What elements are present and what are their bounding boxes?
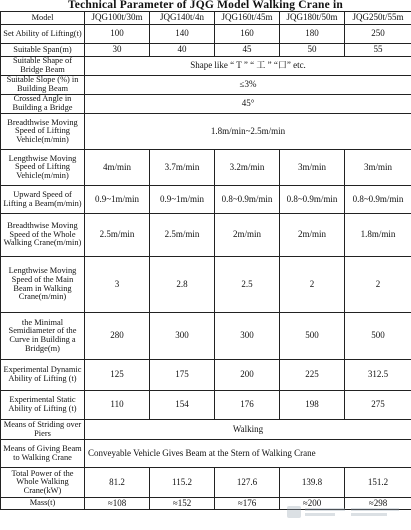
- merged-value-cell: 1.8m/min~2.5m/min: [85, 114, 411, 150]
- row-label: the Minimal Semidiameter of the Curve in Building a Bridge(m): [1, 313, 85, 360]
- row-label: Means of Giving Beam to Walking Crane: [1, 440, 85, 468]
- value-cell: 139.8: [280, 468, 345, 498]
- value-cell: 0.8~0.9m/min: [280, 186, 345, 214]
- value-cell: ≈200: [280, 498, 345, 510]
- model-header-cell: JQG160t/45m: [215, 12, 280, 25]
- value-cell: 40: [150, 44, 215, 57]
- value-cell: 1.8m/min: [345, 214, 411, 257]
- row-label: Suitable Shape of Bridge Beam: [1, 57, 85, 76]
- value-cell: 500: [280, 313, 345, 360]
- row-label: Total Power of the Whole Walking Crane(kW): [1, 468, 85, 498]
- table-row: [1, 76, 411, 95]
- value-cell: 2.5m/min: [85, 214, 150, 257]
- value-cell: 3: [85, 257, 150, 313]
- merged-value-cell: Shape like “ T ” “ 工 ” “口” etc.: [85, 57, 411, 76]
- value-cell: 198: [280, 391, 345, 420]
- value-cell: 175: [150, 360, 215, 391]
- table-row: [1, 360, 411, 391]
- value-cell: ≈176: [215, 498, 280, 510]
- merged-value-cell: Conveyable Vehicle Gives Beam at the Stern of Walking Crane: [85, 440, 411, 468]
- value-cell: 180: [280, 25, 345, 44]
- value-cell: 2.8: [150, 257, 215, 313]
- value-cell: 200: [215, 360, 280, 391]
- value-cell: 2m/min: [280, 214, 345, 257]
- value-cell: 50: [280, 44, 345, 57]
- model-header-cell: JQG100t/30m: [85, 12, 150, 25]
- row-label: Set Ability of Lifting(t): [1, 25, 85, 44]
- value-cell: 0.8~0.9m/min: [345, 186, 411, 214]
- value-cell: 0.8~0.9m/min: [215, 186, 280, 214]
- row-label: Experimental Dynamic Ability of Lifting (t): [1, 360, 85, 391]
- value-cell: 250: [345, 25, 411, 44]
- row-label: Upward Speed of Lifting a Beam(m/min): [1, 186, 85, 214]
- value-cell: 312.5: [345, 360, 411, 391]
- value-cell: ≈152: [150, 498, 215, 510]
- value-cell: 3.2m/min: [215, 150, 280, 186]
- row-label: Breadthwise Moving Speed of the Whole Walking Crane(m/min): [1, 214, 85, 257]
- value-cell: 280: [85, 313, 150, 360]
- value-cell: 100: [85, 25, 150, 44]
- value-cell: 500: [345, 313, 411, 360]
- table-row: [1, 391, 411, 420]
- row-label: Experimental Static Ability of Lifting (t): [1, 391, 85, 420]
- value-cell: 81.2: [85, 468, 150, 498]
- value-cell: 0.9~1m/min: [150, 186, 215, 214]
- parameter-table: [0, 11, 411, 510]
- merged-value-cell: ≤3%: [85, 76, 411, 95]
- value-cell: 55: [345, 44, 411, 57]
- row-label: Suitable Slope (%) in Building Beam: [1, 76, 85, 95]
- table-row: [1, 257, 411, 313]
- row-label: Means of Striding over Piers: [1, 420, 85, 440]
- value-cell: 2.5: [215, 257, 280, 313]
- table-row: [1, 114, 411, 150]
- merged-value-cell: 45°: [85, 95, 411, 114]
- value-cell: 300: [215, 313, 280, 360]
- model-header-cell: JQG140t/4n: [150, 12, 215, 25]
- table-row: [1, 313, 411, 360]
- value-cell: 225: [280, 360, 345, 391]
- value-cell: 140: [150, 25, 215, 44]
- table-row: [1, 25, 411, 44]
- row-label: Mass(t): [1, 498, 85, 510]
- value-cell: 151.2: [345, 468, 411, 498]
- model-header-cell: JQG180t/50m: [280, 12, 345, 25]
- value-cell: 3.7m/min: [150, 150, 215, 186]
- table-row: [1, 440, 411, 468]
- value-cell: ≈108: [85, 498, 150, 510]
- row-label: Lengthwise Moving Speed of Lifting Vehicle(m/min): [1, 150, 85, 186]
- value-cell: 2m/min: [215, 214, 280, 257]
- value-cell: 176: [215, 391, 280, 420]
- value-cell: 154: [150, 391, 215, 420]
- value-cell: 2: [280, 257, 345, 313]
- value-cell: ≈298: [345, 498, 411, 510]
- row-label: Crossed Angle in Building a Bridge: [1, 95, 85, 114]
- value-cell: 2: [345, 257, 411, 313]
- value-cell: 110: [85, 391, 150, 420]
- model-header-cell: JQG250t/55m: [345, 12, 411, 25]
- header-model-label: Model: [1, 12, 85, 25]
- value-cell: 160: [215, 25, 280, 44]
- value-cell: 45: [215, 44, 280, 57]
- value-cell: 275: [345, 391, 411, 420]
- value-cell: 3m/min: [280, 150, 345, 186]
- row-label: Breadthwise Moving Speed of Lifting Vehicle(m/min): [1, 114, 85, 150]
- merged-value-cell: Walking: [85, 420, 411, 440]
- table-row: [1, 44, 411, 57]
- watermark-logo: [285, 502, 405, 522]
- table-header-row: [1, 12, 411, 25]
- value-cell: 2.5m/min: [150, 214, 215, 257]
- value-cell: 115.2: [150, 468, 215, 498]
- value-cell: 125: [85, 360, 150, 391]
- row-label: Suitable Span(m): [1, 44, 85, 57]
- value-cell: 127.6: [215, 468, 280, 498]
- page-title: Technical Parameter of JQG Model Walking Crane in: [67, 0, 344, 11]
- table-row: [1, 420, 411, 440]
- value-cell: 0.9~1m/min: [85, 186, 150, 214]
- value-cell: 4m/min: [85, 150, 150, 186]
- table-row: [1, 95, 411, 114]
- table-row: [1, 186, 411, 214]
- table-row: [1, 468, 411, 498]
- table-row: [1, 150, 411, 186]
- value-cell: 30: [85, 44, 150, 57]
- value-cell: 3m/min: [345, 150, 411, 186]
- row-label: Lengthwise Moving Speed of the Main Beam in Walking Crane(m/min): [1, 257, 85, 313]
- table-row: [1, 214, 411, 257]
- value-cell: 300: [150, 313, 215, 360]
- table-row: [1, 57, 411, 76]
